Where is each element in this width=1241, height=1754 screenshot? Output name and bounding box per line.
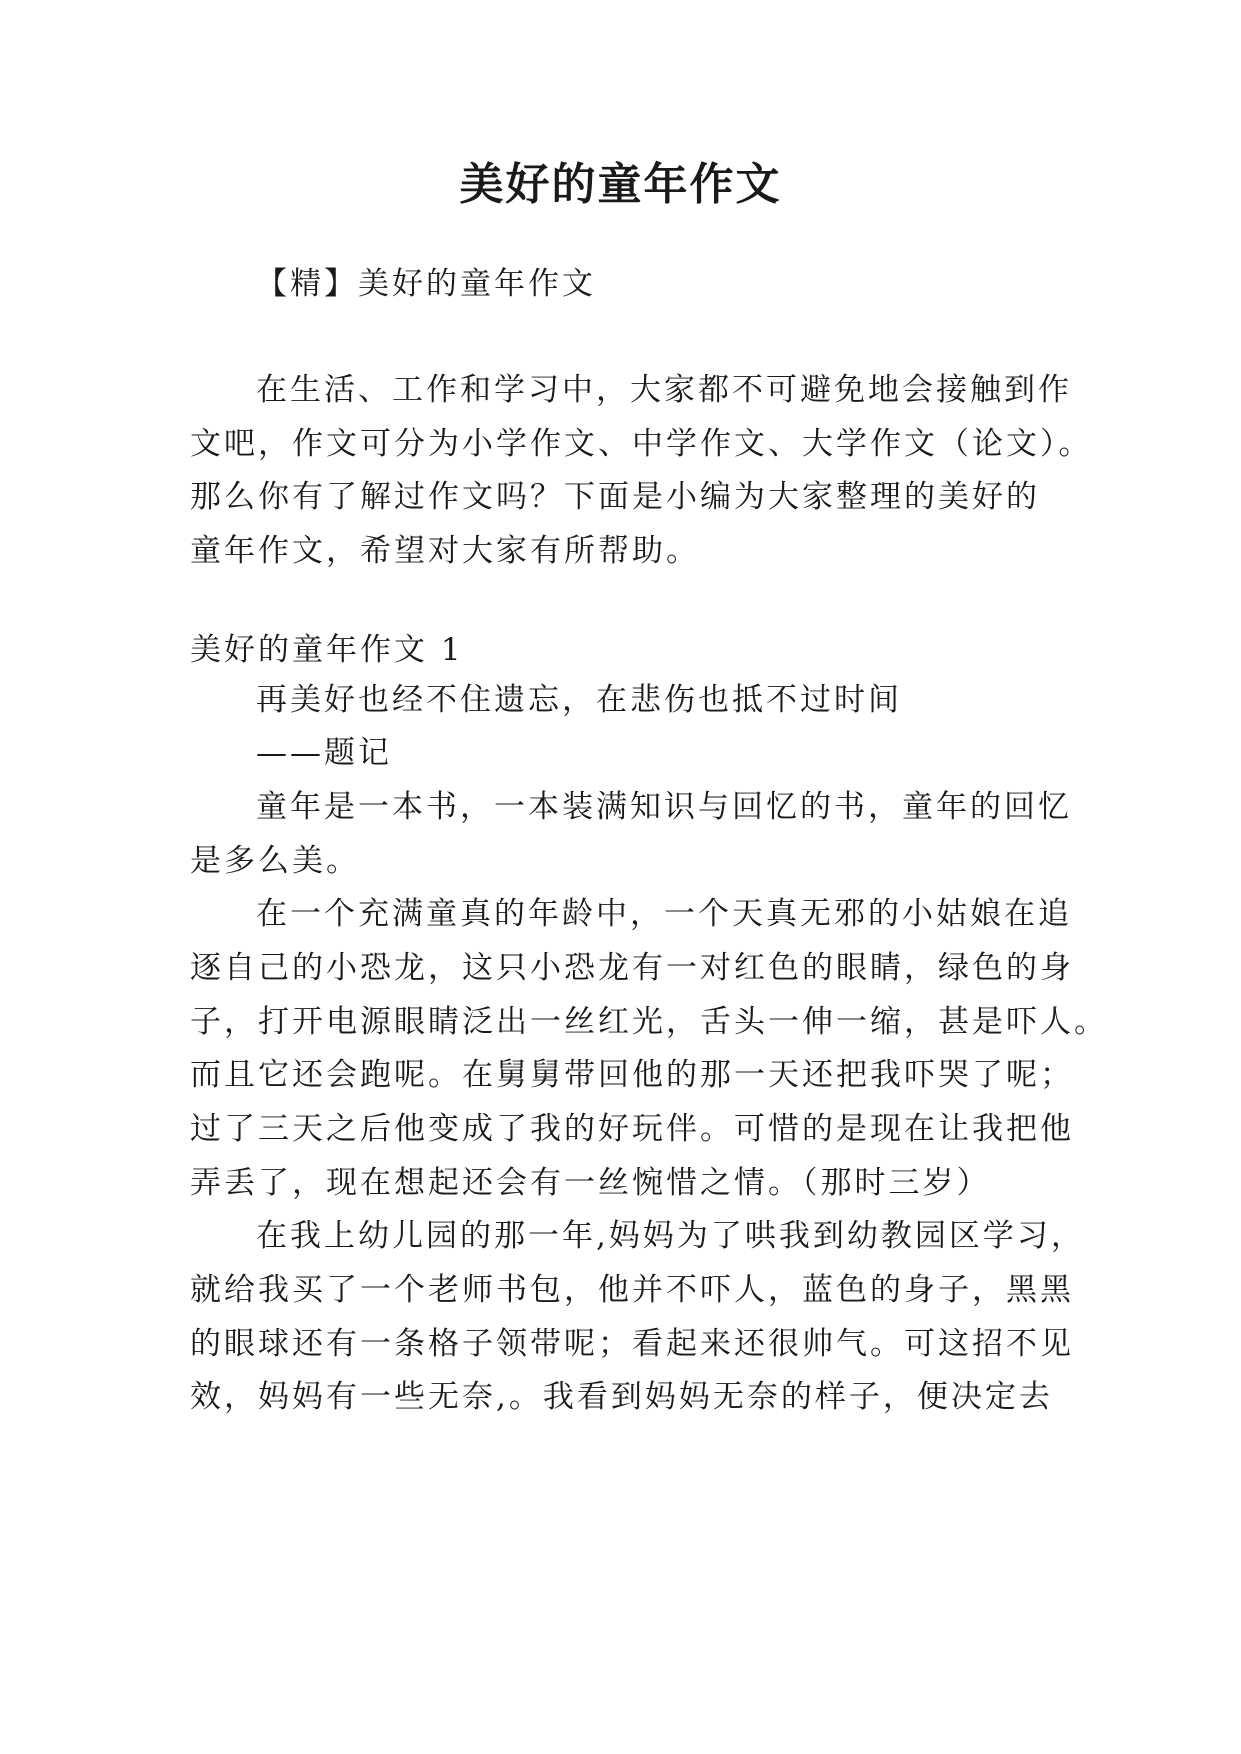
- paragraph-line: 子，打开电源眼睛泛出一丝红光，舌头一伸一缩，甚是吓人。: [190, 1004, 1108, 1040]
- paragraph-line: 逐自己的小恐龙，这只小恐龙有一对红色的眼睛，绿色的身: [190, 950, 1074, 986]
- intro-line: 在生活、工作和学习中，大家都不可避免地会接触到作: [256, 372, 1072, 408]
- intro-line: 那么你有了解过作文吗？下面是小编为大家整理的美好的: [190, 479, 1040, 515]
- paragraph-line: 的眼球还有一条格子领带呢；看起来还很帅气。可这招不见: [190, 1326, 1074, 1362]
- intro-line: 童年作文，希望对大家有所帮助。: [190, 533, 700, 569]
- paragraph-line: 效，妈妈有一些无奈,。我看到妈妈无奈的样子，便决定去: [190, 1379, 1053, 1415]
- paragraph-line: 而且它还会跑呢。在舅舅带回他的那一天还把我吓哭了呢；: [190, 1057, 1074, 1093]
- epigraph: 再美好也经不住遗忘，在悲伤也抵不过时间: [256, 682, 902, 718]
- epigraph-attribution: ——题记: [256, 735, 392, 771]
- paragraph-line: 童年是一本书，一本装满知识与回忆的书，童年的回忆: [256, 789, 1072, 825]
- paragraph-line: 弄丢了，现在想起还会有一丝惋惜之情。（那时三岁）: [190, 1165, 991, 1201]
- intro-line: 文吧，作文可分为小学作文、中学作文、大学作文（论文）。: [190, 426, 1093, 462]
- document-subtitle: 【精】美好的童年作文: [256, 266, 596, 302]
- paragraph-line: 是多么美。: [190, 843, 360, 879]
- paragraph-line: 过了三天之后他变成了我的好玩伴。可惜的是现在让我把他: [190, 1111, 1074, 1147]
- paragraph-line: 在我上幼儿园的那一年,妈妈为了哄我到幼教园区学习，: [256, 1218, 1085, 1254]
- paragraph-line: 就给我买了一个老师书包，他并不吓人，蓝色的身子，黑黑: [190, 1272, 1074, 1308]
- paragraph-line: 在一个充满童真的年龄中，一个天真无邪的小姑娘在追: [256, 896, 1072, 932]
- section-heading: 美好的童年作文 1: [190, 632, 464, 668]
- document-title: 美好的童年作文: [459, 159, 782, 210]
